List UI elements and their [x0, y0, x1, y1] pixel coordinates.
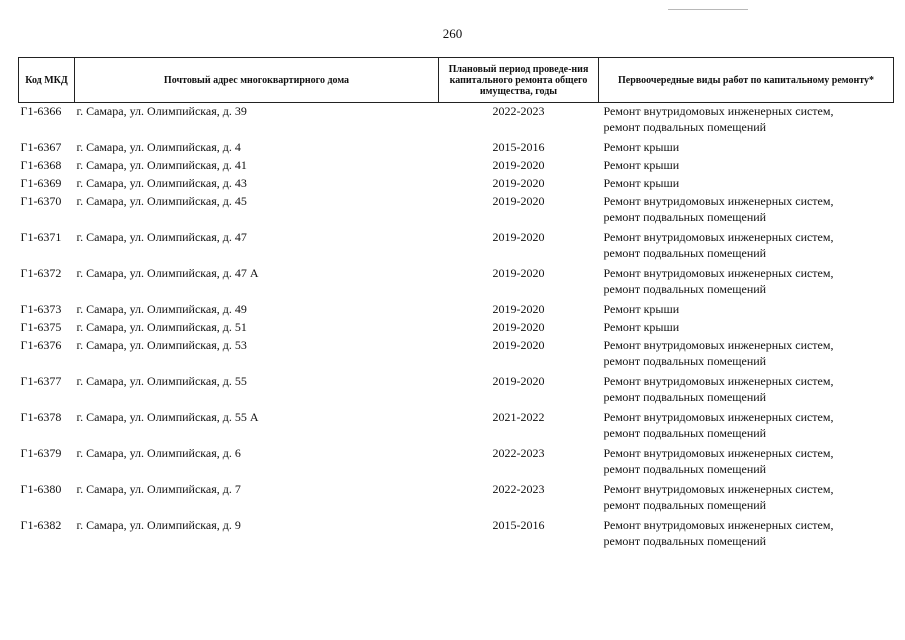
works-line: Ремонт внутридомовых инженерных систем, — [603, 410, 834, 424]
works-cell — [599, 517, 894, 553]
mkd-code-cell: Г1-6372 — [20, 266, 62, 280]
mkd-code-cell: Г1-6380 — [20, 482, 62, 496]
works-line: Ремонт крыши — [603, 140, 680, 154]
table-header — [19, 58, 894, 103]
table-row — [19, 175, 894, 193]
address-cell: г. Самара, ул. Олимпийская, д. 55 — [76, 374, 247, 388]
scan-artifact-line — [668, 9, 748, 10]
period-cell: 2015-2016 — [492, 518, 545, 532]
header-row — [19, 58, 894, 103]
period-cell: 2022-2023 — [492, 482, 545, 496]
address-cell: г. Самара, ул. Олимпийская, д. 47 А — [76, 266, 259, 280]
address-cell: г. Самара, ул. Олимпийская, д. 51 — [76, 320, 247, 334]
mkd-code-cell: Г1-6373 — [20, 302, 62, 316]
mkd-code-cell: Г1-6367 — [20, 140, 62, 154]
mkd-code-cell: Г1-6377 — [20, 374, 62, 388]
period-cell: 2019-2020 — [492, 194, 545, 208]
address-cell: г. Самара, ул. Олимпийская, д. 49 — [76, 302, 247, 316]
works-cell — [599, 373, 894, 409]
works-cell — [599, 409, 894, 445]
works-line: ремонт подвальных помещений — [603, 282, 767, 296]
address-cell: г. Самара, ул. Олимпийская, д. 53 — [76, 338, 247, 352]
table-row — [19, 301, 894, 319]
mkd-code-cell: Г1-6375 — [20, 320, 62, 334]
address-cell: г. Самара, ул. Олимпийская, д. 47 — [76, 230, 247, 244]
period-cell: 2022-2023 — [492, 104, 545, 118]
address-cell: г. Самара, ул. Олимпийская, д. 7 — [76, 482, 241, 496]
mkd-code-cell: Г1-6369 — [20, 176, 62, 190]
works-line: ремонт подвальных помещений — [603, 498, 767, 512]
works-line: ремонт подвальных помещений — [603, 426, 767, 440]
works-line: Ремонт внутридомовых инженерных систем, — [603, 194, 834, 208]
period-cell: 2021-2022 — [492, 410, 545, 424]
works-line: Ремонт крыши — [603, 176, 680, 190]
period-cell: 2019-2020 — [492, 302, 545, 316]
mkd-code-cell: Г1-6366 — [20, 104, 62, 118]
works-line: ремонт подвальных помещений — [603, 462, 767, 476]
table-body — [19, 103, 894, 554]
address-cell: г. Самара, ул. Олимпийская, д. 9 — [76, 518, 241, 532]
table-row — [19, 139, 894, 157]
page-number: 260 — [442, 26, 463, 41]
capital-repair-table — [18, 57, 894, 553]
header-period: Плановый период проведе-ния капитального ремонта общего имущества, годы — [439, 58, 599, 103]
works-cell — [599, 229, 894, 265]
mkd-code-cell: Г1-6379 — [20, 446, 62, 460]
address-cell: г. Самара, ул. Олимпийская, д. 45 — [76, 194, 247, 208]
works-line: Ремонт крыши — [603, 158, 680, 172]
works-line: Ремонт крыши — [603, 302, 680, 316]
works-cell — [599, 175, 894, 193]
period-cell: 2019-2020 — [492, 158, 545, 172]
works-line: Ремонт внутридомовых инженерных систем, — [603, 104, 834, 118]
period-cell: 2022-2023 — [492, 446, 545, 460]
address-cell: г. Самара, ул. Олимпийская, д. 43 — [76, 176, 247, 190]
header-works: Первоочередные виды работ по капитальному ремонту* — [599, 58, 894, 103]
works-line: Ремонт внутридомовых инженерных систем, — [603, 374, 834, 388]
table-row — [19, 337, 894, 373]
works-line: Ремонт внутридомовых инженерных систем, — [603, 230, 834, 244]
works-line: ремонт подвальных помещений — [603, 246, 767, 260]
works-cell — [599, 157, 894, 175]
works-cell — [599, 319, 894, 337]
mkd-code-cell: Г1-6376 — [20, 338, 62, 352]
works-cell — [599, 139, 894, 157]
table-row — [19, 481, 894, 517]
mkd-code-cell: Г1-6368 — [20, 158, 62, 172]
period-cell: 2019-2020 — [492, 320, 545, 334]
works-line: Ремонт внутридомовых инженерных систем, — [603, 446, 834, 460]
works-line: Ремонт внутридомовых инженерных систем, — [603, 518, 834, 532]
period-cell: 2019-2020 — [492, 338, 545, 352]
address-cell: г. Самара, ул. Олимпийская, д. 41 — [76, 158, 247, 172]
header-address: Почтовый адрес многоквартирного дома — [75, 58, 439, 103]
period-cell: 2019-2020 — [492, 230, 545, 244]
table-row — [19, 373, 894, 409]
mkd-code-cell: Г1-6382 — [20, 518, 62, 532]
works-cell — [599, 337, 894, 373]
header-code: Код МКД — [19, 58, 75, 103]
works-cell — [599, 265, 894, 301]
address-cell: г. Самара, ул. Олимпийская, д. 6 — [76, 446, 241, 460]
period-cell: 2015-2016 — [492, 140, 545, 154]
mkd-code-cell: Г1-6370 — [20, 194, 62, 208]
works-line: Ремонт крыши — [603, 320, 680, 334]
table-row — [19, 265, 894, 301]
table-row — [19, 229, 894, 265]
period-cell: 2019-2020 — [492, 374, 545, 388]
works-cell — [599, 193, 894, 229]
works-line: ремонт подвальных помещений — [603, 390, 767, 404]
table-row — [19, 103, 894, 140]
works-line: Ремонт внутридомовых инженерных систем, — [603, 338, 834, 352]
table-row — [19, 445, 894, 481]
period-cell: 2019-2020 — [492, 176, 545, 190]
works-line: ремонт подвальных помещений — [603, 210, 767, 224]
works-line: ремонт подвальных помещений — [603, 354, 767, 368]
table-row — [19, 319, 894, 337]
works-cell — [599, 103, 894, 140]
works-cell — [599, 445, 894, 481]
table-row — [19, 193, 894, 229]
mkd-code-cell: Г1-6378 — [20, 410, 62, 424]
table-row — [19, 409, 894, 445]
table-row — [19, 517, 894, 553]
works-cell — [599, 301, 894, 319]
table-row — [19, 157, 894, 175]
works-line: ремонт подвальных помещений — [603, 120, 767, 134]
works-line: Ремонт внутридомовых инженерных систем, — [603, 266, 834, 280]
address-cell: г. Самара, ул. Олимпийская, д. 39 — [76, 104, 247, 118]
period-cell: 2019-2020 — [492, 266, 545, 280]
works-line: Ремонт внутридомовых инженерных систем, — [603, 482, 834, 496]
mkd-code-cell: Г1-6371 — [20, 230, 62, 244]
works-cell — [599, 481, 894, 517]
address-cell: г. Самара, ул. Олимпийская, д. 4 — [76, 140, 241, 154]
works-line: ремонт подвальных помещений — [603, 534, 767, 548]
address-cell: г. Самара, ул. Олимпийская, д. 55 А — [76, 410, 259, 424]
